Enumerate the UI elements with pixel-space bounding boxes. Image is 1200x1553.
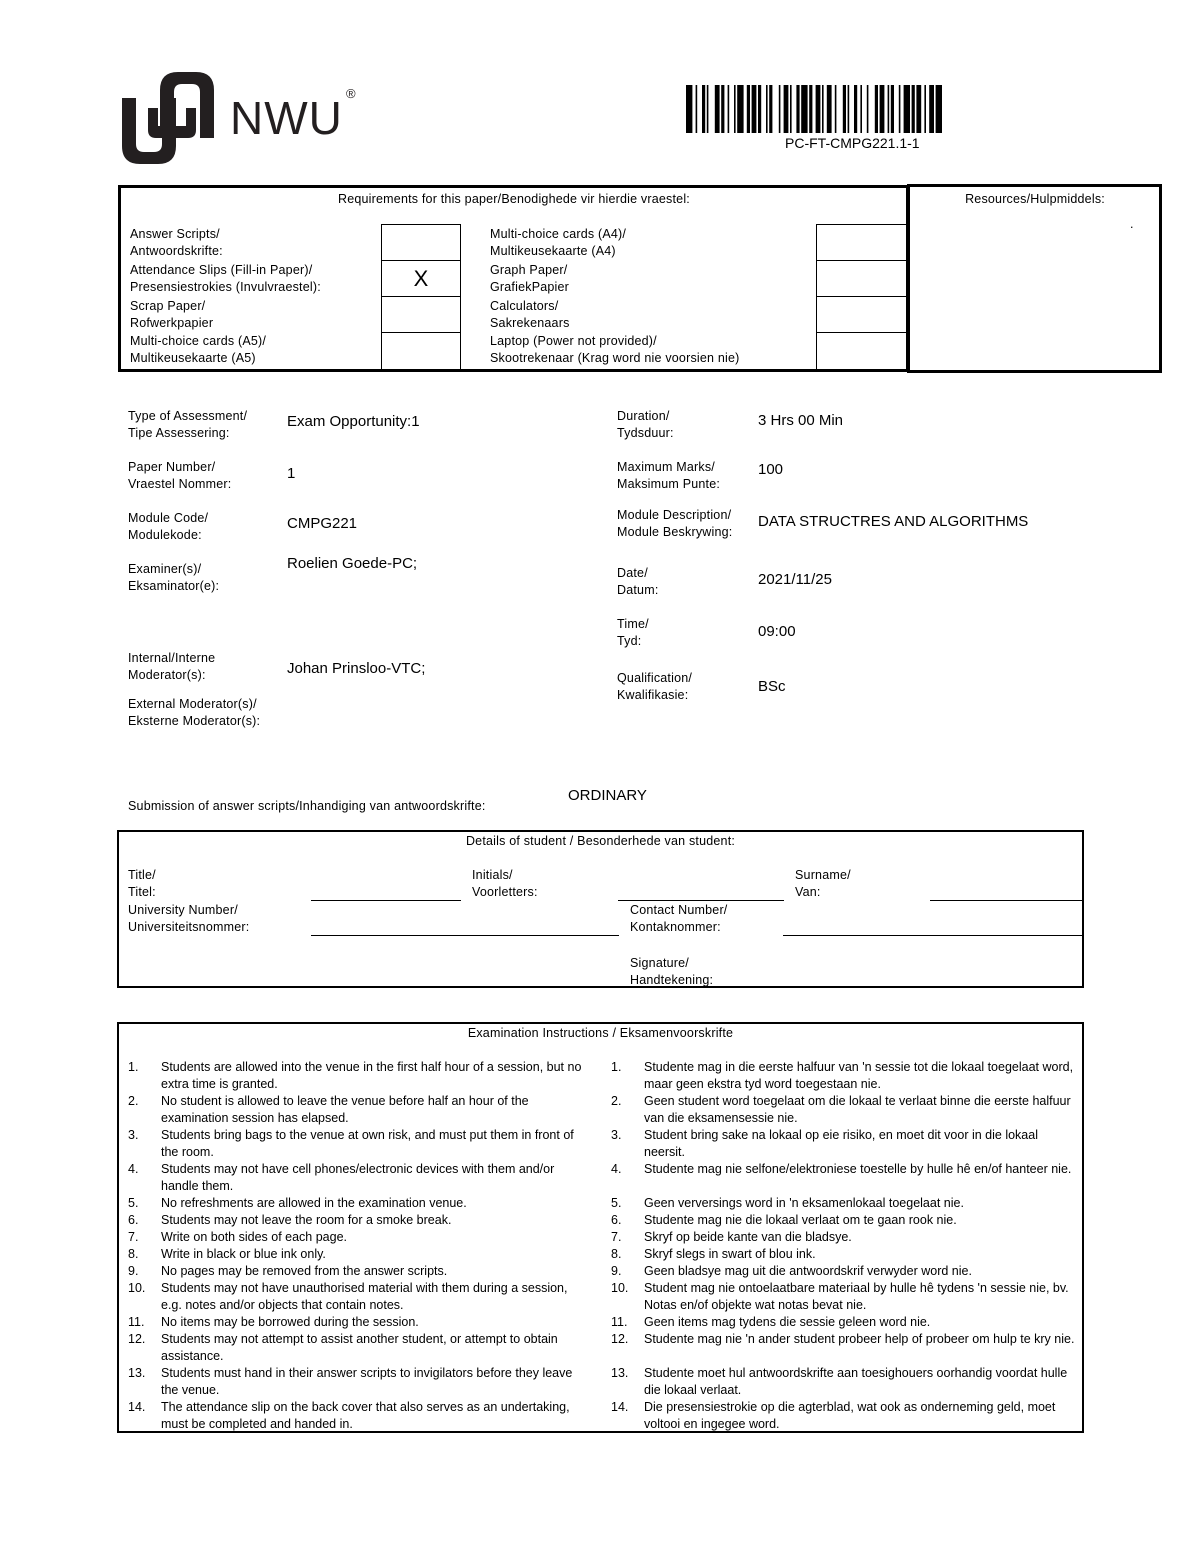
instruction-af-item-text: Die presensiestrokie op die agterblad, wat ook as onderneming geld, moet voltooi en ingegee word.	[644, 1400, 1056, 1431]
barcode-image	[686, 85, 1036, 133]
initials-label: Initials/ Voorletters:	[472, 868, 538, 899]
instruction-en-item-number: 12.	[128, 1332, 146, 1346]
instruction-en-item-text: Students may not leave the room for a smoke break.	[161, 1213, 452, 1227]
duration-value: 3 Hrs 00 Min	[758, 412, 844, 429]
instruction-en-item-number: 1.	[128, 1060, 139, 1074]
qualification-label: Qualification/ Kwalifikasie:	[617, 671, 693, 702]
instruction-en-item-number: 8.	[128, 1247, 139, 1261]
barcode-bar	[737, 85, 743, 133]
req-right-checkbox-4[interactable]	[816, 332, 908, 370]
type-label: Type of Assessment/ Tipe Assessering:	[128, 409, 248, 440]
instruction-af-item-text: Skryf op beide kante van die bladsye.	[644, 1230, 852, 1244]
instruction-en-item-text: No refreshments are allowed in the examination venue.	[161, 1196, 467, 1210]
instruction-en-item-number: 2.	[128, 1094, 139, 1108]
req-right-checkbox-2[interactable]	[816, 260, 908, 297]
type-value: Exam Opportunity:1	[287, 413, 420, 430]
req-left-checkbox-4[interactable]	[381, 332, 461, 370]
barcode-bar	[747, 85, 750, 133]
instruction-en-item-number: 11.	[128, 1315, 145, 1329]
instruction-af-item-text: Geen student word toegelaat om die lokaal te verlaat binne die eerste halfuur van die eksamensessie nie.	[644, 1094, 1071, 1125]
barcode-bar	[707, 85, 709, 133]
instruction-af-item-number: 9.	[611, 1264, 622, 1278]
submission-value: ORDINARY	[568, 787, 647, 804]
instruction-af-item-text: Studente mag nie 'n ander student probeer help of probeer om hulp te kry nie.	[644, 1332, 1075, 1346]
barcode-bar	[809, 85, 812, 133]
req-right-label-3: Calculators/ Sakrekenaars	[490, 299, 570, 330]
barcode-bar	[835, 85, 837, 133]
instruction-en-item-number: 5.	[128, 1196, 139, 1210]
instruction-af-item-number: 3.	[611, 1128, 622, 1142]
req-right-label-1: Multi-choice cards (A4)/ Multikeusekaarte (A4)	[490, 227, 627, 258]
instruction-af-item-number: 8.	[611, 1247, 622, 1261]
internal-moderator-label: Internal/Interne Moderator(s):	[128, 651, 216, 682]
date-label: Date/ Datum:	[617, 566, 659, 597]
barcode	[686, 85, 1036, 133]
logo-wordmark: NWU	[230, 92, 343, 144]
instruction-en-item-text: Students bring bags to the venue at own risk, and must put them in front of the room.	[161, 1128, 574, 1159]
instruction-en-item-number: 4.	[128, 1162, 139, 1176]
module-code-label: Module Code/ Modulekode:	[128, 511, 209, 542]
barcode-bar	[721, 85, 724, 133]
instruction-en-item-number: 9.	[128, 1264, 139, 1278]
barcode-bar	[702, 85, 705, 133]
module-desc-value: DATA STRUCTRES AND ALGORITHMS	[758, 513, 1029, 530]
examiner-value: Roelien Goede-PC;	[287, 555, 418, 572]
instruction-en-item-number: 14.	[128, 1400, 146, 1414]
barcode-bar	[875, 85, 878, 133]
instruction-af-item-number: 10.	[611, 1281, 629, 1295]
surname-label: Surname/ Van:	[795, 868, 851, 899]
barcode-bar	[827, 85, 832, 133]
examiner-label: Examiner(s)/ Eksaminator(e):	[128, 562, 220, 593]
req-right-label-4: Laptop (Power not provided)/ Skootrekenaar (Krag word nie voorsien nie)	[490, 334, 740, 365]
barcode-bar	[860, 85, 862, 133]
instruction-af-item-text: Geen items mag tydens die sessie geleen word nie.	[644, 1315, 931, 1329]
instruction-af-item-number: 1.	[611, 1060, 622, 1074]
instruction-af-item-text: Studente mag in die eerste halfuur van 'n sessie tot die lokaal toegelaat word, maar geen ekstra tyd word toegestaan nie.	[644, 1060, 1074, 1091]
instruction-af-item-number: 11.	[611, 1315, 628, 1329]
instruction-en-item-text: The attendance slip on the back cover that also serves as an undertaking, must be completed and handed in.	[161, 1400, 570, 1431]
req-left-label-3: Scrap Paper/ Rofwerkpapier	[130, 299, 214, 330]
university-number-label: University Number/ Universiteitsnommer:	[128, 903, 250, 934]
req-right-checkbox-1[interactable]	[816, 224, 908, 261]
barcode-bar	[796, 85, 799, 133]
registered-mark: ®	[346, 86, 356, 101]
barcode-bar	[924, 85, 926, 133]
submission-label: Submission of answer scripts/Inhandiging van antwoordskrifte:	[128, 799, 486, 813]
time-value: 09:00	[758, 623, 796, 640]
instruction-af-item-number: 6.	[611, 1213, 622, 1227]
instruction-en-item-text: Students may not have unauthorised material with them during a session, e.g. notes and/or objects that contain notes.	[161, 1281, 568, 1312]
instruction-af-item-text: Student mag nie ontoelaatbare materiaal by hulle hê tydens 'n sessie nie, bv. Notas en/of objekte wat notas bevat nie.	[644, 1281, 1069, 1312]
instruction-af-item-text: Geen verversings word in 'n eksamenlokaal toegelaat nie.	[644, 1196, 964, 1210]
instruction-en-item-number: 7.	[128, 1230, 139, 1244]
barcode-bar	[880, 85, 885, 133]
barcode-bar	[891, 85, 894, 133]
barcode-bar	[888, 85, 890, 133]
internal-moderator-value: Johan Prinsloo-VTC;	[287, 660, 426, 677]
barcode-bar	[728, 85, 730, 133]
instruction-af-item-number: 14.	[611, 1400, 629, 1414]
max-marks-value: 100	[758, 461, 784, 478]
instruction-en-item-text: No pages may be removed from the answer scripts.	[161, 1264, 448, 1278]
instruction-en-item-number: 10.	[128, 1281, 146, 1295]
barcode-bar	[936, 85, 942, 133]
duration-label: Duration/ Tydsduur:	[617, 409, 674, 440]
barcode-bar	[766, 85, 768, 133]
instruction-af-item-text: Student bring sake na lokaal op eie risiko, en moet dit voor in die lokaal neersit.	[644, 1128, 1038, 1159]
instruction-en-item-text: Write on both sides of each page.	[161, 1230, 347, 1244]
title-field[interactable]	[311, 900, 461, 901]
time-label: Time/ Tyd:	[617, 617, 649, 648]
barcode-code: PC-FT-CMPG221.1-1	[785, 135, 920, 151]
req-left-label-1: Answer Scripts/ Antwoordskrifte:	[130, 227, 223, 258]
barcode-bar	[848, 85, 850, 133]
barcode-bar	[816, 85, 821, 133]
barcode-bar	[912, 85, 915, 133]
barcode-bar	[843, 85, 846, 133]
barcode-bar	[790, 85, 792, 133]
barcode-bar	[916, 85, 921, 133]
instruction-en-item-number: 13.	[128, 1366, 146, 1380]
instruction-en-item-text: Students may not attempt to assist another student, or attempt to obtain assistance.	[161, 1332, 558, 1363]
barcode-bar	[801, 85, 807, 133]
barcode-bar	[696, 85, 698, 133]
req-left-checkbox-2[interactable]: X	[381, 260, 461, 297]
req-left-checkbox-3[interactable]	[381, 296, 461, 333]
instruction-en-item-number: 6.	[128, 1213, 139, 1227]
barcode-bar	[867, 85, 869, 133]
barcode-bar	[929, 85, 934, 133]
barcode-bar	[686, 85, 692, 133]
instruction-af-item-text: Studente moet hul antwoordskrifte aan toesighouers oorhandig voordat hulle die lokaal verlaat.	[644, 1366, 1068, 1397]
resources-box	[907, 184, 1162, 373]
university-number-field[interactable]	[311, 935, 619, 936]
paper-value: 1	[287, 465, 296, 482]
paper-label: Paper Number/ Vraestel Nommer:	[128, 460, 232, 491]
barcode-bar	[779, 85, 781, 133]
instruction-af-item-number: 5.	[611, 1196, 622, 1210]
signature-label: Signature/ Handtekening:	[630, 956, 714, 987]
external-moderator-label: External Moderator(s)/ Eksterne Moderator(s):	[128, 697, 261, 728]
date-value: 2021/11/25	[758, 571, 832, 588]
req-right-checkbox-3[interactable]	[816, 296, 908, 333]
max-marks-label: Maximum Marks/ Maksimum Punte:	[617, 460, 721, 491]
contact-number-label: Contact Number/ Kontaknommer:	[630, 903, 728, 934]
instruction-en-item-text: No items may be borrowed during the session.	[161, 1315, 419, 1329]
instruction-af-item-number: 4.	[611, 1162, 622, 1176]
barcode-bar	[752, 85, 757, 133]
barcode-bar	[784, 85, 789, 133]
instruction-af-item-number: 7.	[611, 1230, 622, 1244]
instruction-af-item-text: Studente mag nie die lokaal verlaat om te gaan rook nie.	[644, 1213, 957, 1227]
instruction-af-item-number: 12.	[611, 1332, 629, 1346]
barcode-bar	[822, 85, 824, 133]
req-right-label-2: Graph Paper/ GrafiekPapier	[490, 263, 570, 294]
instruction-af-item-text: Studente mag nie selfone/elektroniese toestelle by hulle hê en/of hanteer nie.	[644, 1162, 1072, 1176]
instruction-af-item-text: Geen bladsye mag uit die antwoordskrif verwyder word nie.	[644, 1264, 972, 1278]
resources-value: .	[1130, 217, 1134, 231]
req-left-label-2: Attendance Slips (Fill-in Paper)/ Presensiestrokies (Invulvraestel):	[130, 263, 321, 294]
req-left-checkbox-1[interactable]	[381, 224, 461, 261]
barcode-bar	[758, 85, 761, 133]
instruction-en-item-number: 3.	[128, 1128, 139, 1142]
initials-field[interactable]	[618, 900, 784, 901]
qualification-value: BSc	[758, 678, 786, 695]
requirements-title: Requirements for this paper/Benodighede vir hierdie vraestel:	[338, 192, 690, 206]
instruction-en-item-text: No student is allowed to leave the venue before half an hour of the examination session has elapsed.	[161, 1094, 529, 1125]
surname-field[interactable]	[930, 900, 1082, 901]
title-label: Title/ Titel:	[128, 868, 156, 899]
instruction-en-item-text: Students may not have cell phones/electronic devices with them and/or handle them.	[161, 1162, 555, 1193]
barcode-bar	[715, 85, 720, 133]
student-details-box	[117, 830, 1084, 988]
barcode-bar	[769, 85, 772, 133]
barcode-bar	[904, 85, 910, 133]
module-desc-label: Module Description/ Module Beskrywing:	[617, 508, 733, 539]
instruction-en-item-text: Students must hand in their answer scripts to invigilators before they leave the venue.	[161, 1366, 573, 1397]
instruction-af-item-number: 13.	[611, 1366, 629, 1380]
contact-number-field[interactable]	[783, 935, 1082, 936]
instruction-af-item-number: 2.	[611, 1094, 622, 1108]
module-code-value: CMPG221	[287, 515, 358, 532]
barcode-bar	[734, 85, 736, 133]
barcode-bar	[854, 85, 857, 133]
nwu-logo-emblem-icon	[118, 68, 218, 168]
nwu-logo	[118, 68, 368, 168]
instruction-en-item-text: Write in black or blue ink only.	[161, 1247, 326, 1261]
instruction-en-item-text: Students are allowed into the venue in the first half hour of a session, but no extra time is granted.	[161, 1060, 582, 1091]
instructions-title: Examination Instructions / Eksamenvoorskrifte	[467, 1026, 734, 1040]
student-details-title: Details of student / Besonderhede van student:	[465, 834, 736, 848]
req-left-label-4: Multi-choice cards (A5)/ Multikeusekaarte (A5)	[130, 334, 267, 365]
resources-title: Resources/Hulpmiddels:	[965, 192, 1105, 206]
instruction-af-item-text: Skryf slegs in swart of blou ink.	[644, 1247, 816, 1261]
barcode-bar	[899, 85, 901, 133]
